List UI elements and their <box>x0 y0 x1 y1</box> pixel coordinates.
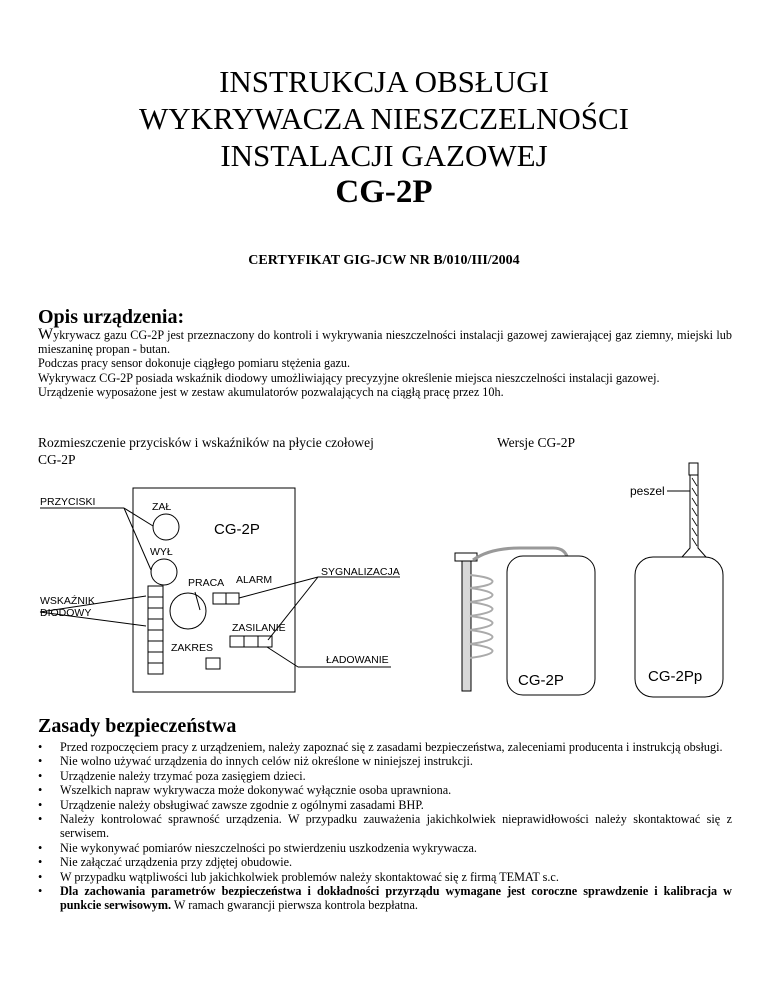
diagram-caption-left: Rozmieszczenie przycisków i wskaźników na płycie czołowej CG-2P <box>38 435 374 467</box>
description-line-1-text: ykrywacz gazu CG-2P jest przeznaczony do kontroli i wykrywania nieszczelności instalacji gazowej zawierającej gaz ziemny, miejski lub mieszaninę propan - butan. <box>38 328 732 357</box>
label-wyl: WYŁ <box>150 546 173 558</box>
power-leds <box>230 636 272 647</box>
title-line-1: INSTRUKCJA OBSŁUGI <box>219 64 549 99</box>
certificate-line: CERTYFIKAT GIG-JCW NR B/010/III/2004 <box>248 253 520 268</box>
list-item: • Należy kontrolować sprawność urządzenia. W przypadku zauważenia jakichkolwiek nieprawidłowości należy skontaktować się z serwisem. <box>38 812 732 841</box>
label-zal: ZAŁ <box>152 501 172 513</box>
list-item: • Wszelkich napraw wykrywacza może dokonywać wyłącznie osoba uprawniona. <box>38 783 732 797</box>
safety-heading: Zasady bezpieczeństwa <box>38 715 237 737</box>
list-item: • Nie wolno używać urządzenia do innych celów niż określone w niniejszej instrukcji. <box>38 754 732 768</box>
label-zasilanie: ZASILANIE <box>232 622 286 634</box>
last-rule-bold: Dla zachowania parametrów bezpieczeństwa i dokładności przyrządu wymagane jest coroczne sprawdzenie i kalibracja w punkcie serwisowym. <box>60 884 732 913</box>
zakres-switch <box>206 658 220 669</box>
label-praca: PRACA <box>188 577 225 589</box>
list-item: • Przed rozpoczęciem pracy z urządzeniem, należy zapoznać się z zasadami bezpieczeństwa, zaleceniami producenta i instrukcją obsługi. <box>38 740 732 754</box>
label-alarm: ALARM <box>236 574 273 586</box>
diagram-caption-right: Wersje CG-2P <box>497 435 576 450</box>
safety-rules-list <box>38 740 732 913</box>
cg2pp-probe-head <box>689 463 698 475</box>
wyl-button <box>151 559 177 585</box>
probe-rod <box>462 553 471 691</box>
label-zakres: ZAKRES <box>171 642 214 654</box>
description-line-3: Wykrywacz CG-2P posiada wskaźnik diodowy umożliwiający precyzyjne określenie miejsca nieszczelności instalacji gazowej. <box>38 370 660 385</box>
label-version-1: CG-2P <box>518 672 564 689</box>
description-line-4: Urządzenie wyposażone jest w zestaw akumulatorów pozwalających na ciągłą pracę przez 10h. <box>38 384 504 399</box>
title-model: CG-2P <box>335 174 433 210</box>
description-line-2: Podczas pracy sensor dokonuje ciągłego pomiaru stężenia gazu. <box>38 356 351 371</box>
label-wskaznik-1: WSKAŹNIK <box>40 595 95 607</box>
title-line-3: INSTALACJI GAZOWEJ <box>220 138 548 173</box>
peszel-hose <box>682 475 706 557</box>
label-version-2: CG-2Pp <box>648 668 703 685</box>
zal-button <box>153 514 179 540</box>
list-item: • Urządzenie należy obsługiwać zawsze zgodnie z ogólnymi zasadami BHP. <box>38 798 732 812</box>
label-sygnalizacja: SYGNALIZACJA <box>321 566 400 578</box>
label-przyciski: PRZYCISKI <box>40 496 96 508</box>
description-heading: Opis urządzenia: <box>38 306 185 328</box>
label-panel-model: CG-2P <box>214 521 260 538</box>
last-rule-normal: W ramach gwarancji pierwsza kontrola bezpłatna. <box>171 898 418 913</box>
zakres-knob <box>170 593 206 629</box>
list-item <box>38 884 732 913</box>
label-peszel: peszel <box>630 484 665 498</box>
list-item: • Nie wykonywać pomiarów nieszczelności po stwierdzeniu uszkodzenia wykrywacza. <box>38 841 732 855</box>
list-item: • W przypadku wątpliwości lub jakichkolwiek problemów należy skontaktować się z firmą TEMAT s.c. <box>38 870 732 884</box>
list-item: • Urządzenie należy trzymać poza zasięgiem dzieci. <box>38 769 732 783</box>
drop-cap: W <box>38 326 54 343</box>
title-line-2: WYKRYWACZA NIESZCZELNOŚCI <box>139 101 629 136</box>
label-wskaznik-2: DIODOWY <box>40 607 92 619</box>
list-item: • Nie załączać urządzenia przy zdjętej obudowie. <box>38 855 732 869</box>
label-ladowanie: ŁADOWANIE <box>326 654 389 666</box>
